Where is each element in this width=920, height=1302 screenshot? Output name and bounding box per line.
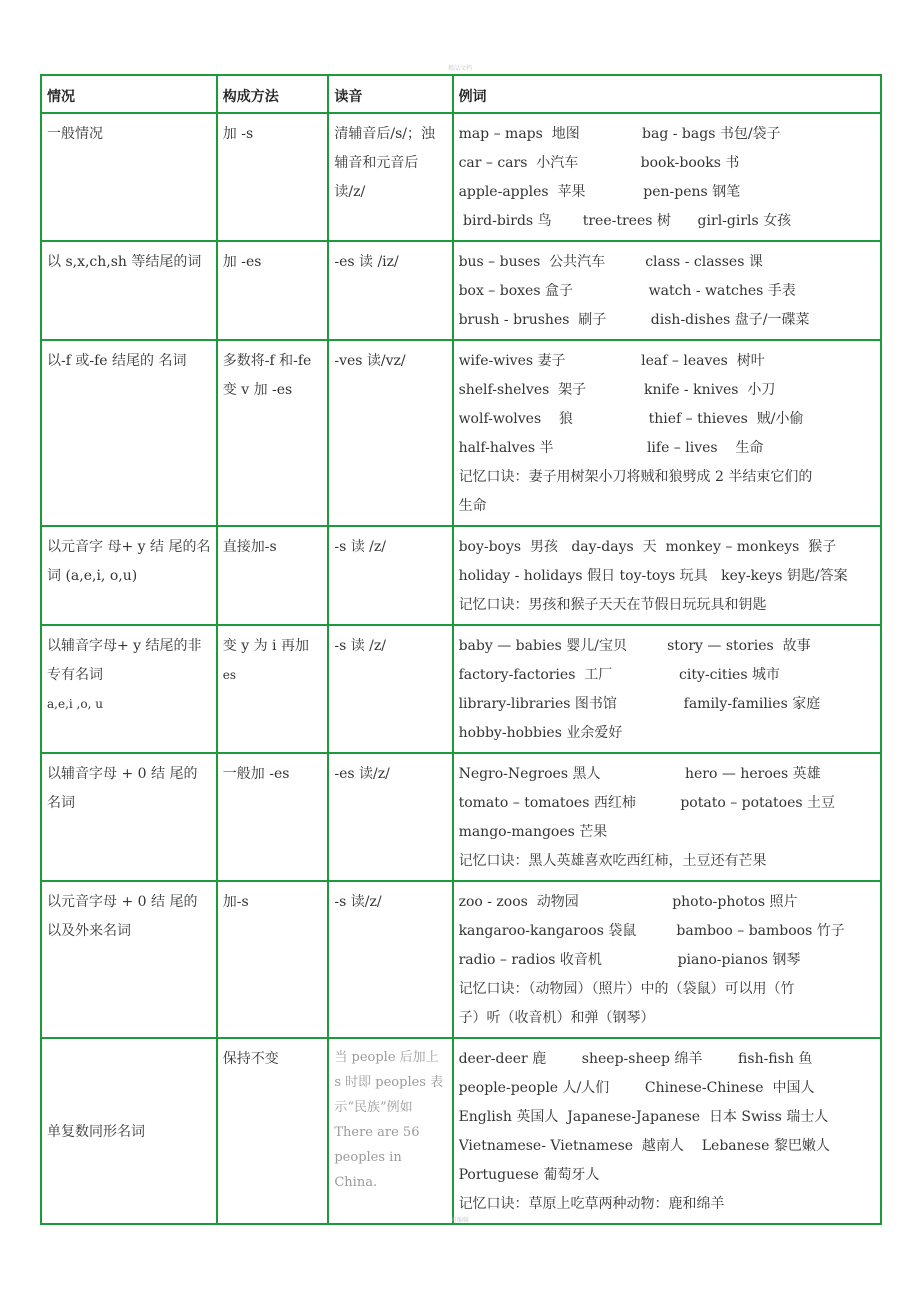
examples-cell [453, 881, 881, 1038]
example-line: kangaroo-kangaroos 袋鼠 bamboo – bamboos 竹子 [458, 923, 845, 939]
header-method: 构成方法 [217, 75, 329, 113]
pronunciation-cell: 清辅音后/s/；浊辅音和元音后读/z/ [328, 113, 452, 241]
method-cell: 一般加 -es [217, 753, 329, 881]
footer-watermark: 可编辑 [450, 1217, 469, 1224]
pronunciation-cell: -s 读 /z/ [328, 625, 452, 753]
mnemonic-line: 记忆口诀：妻子用树架小刀将贼和狼劈成 2 半结束它们的 [458, 469, 813, 485]
example-line: bird-birds 鸟 tree-trees 树 girl-girls 女孩 [458, 213, 792, 229]
example-line: brush - brushes 刷子 dish-dishes 盘子/一碟菜 [458, 312, 810, 328]
example-line: map – maps 地图 bag - bags 书包/袋子 [458, 126, 781, 142]
method-note: es [222, 668, 237, 682]
method-cell: 加-s [217, 881, 329, 1038]
example-line: shelf-shelves 架子 knife - knives 小刀 [458, 382, 776, 398]
example-line: half-halves 半 life – lives 生命 [458, 440, 764, 456]
mnemonic-line: 记忆口诀：草原上吃草两种动物：鹿和绵羊 [458, 1196, 725, 1212]
table-header-row [41, 75, 881, 113]
example-line: Portuguese 葡萄牙人 [458, 1167, 600, 1183]
examples-cell [453, 753, 881, 881]
examples-cell [453, 625, 881, 753]
example-line: car – cars 小汽车 book-books 书 [458, 155, 740, 171]
example-line: box – boxes 盒子 watch - watches 手表 [458, 283, 796, 299]
method-cell: 直接加-s [217, 526, 329, 625]
pronunciation-cell: -s 读/z/ [328, 881, 452, 1038]
table-row [41, 881, 881, 1038]
pronunciation-cell: -ves 读/vz/ [328, 340, 452, 526]
mnemonic-line: 记忆口诀：男孩和猴子天天在节假日玩玩具和钥匙 [458, 597, 767, 613]
example-line: apple-apples 苹果 pen-pens 钢笔 [458, 184, 741, 200]
situation-text: 以辅音字母+ y 结尾的非专有名词 [47, 638, 202, 683]
situation-cell: 以辅音字母 + 0 结 尾的名词 [41, 753, 217, 881]
header-situation: 情况 [41, 75, 217, 113]
examples-cell [453, 340, 881, 526]
table-row [41, 753, 881, 881]
situation-cell [41, 625, 217, 753]
examples-cell [453, 241, 881, 340]
example-line: tomato – tomatoes 西红柿 potato – potatoes 土豆 [458, 795, 836, 811]
situation-cell: 以元音字 母+ y 结 尾的名词 (a,e,i, o,u) [41, 526, 217, 625]
examples-cell [453, 1038, 881, 1224]
mnemonic-line: 子）听（收音机）和弹（钢琴） [458, 1010, 655, 1026]
example-line: radio – radios 收音机 piano-pianos 钢琴 [458, 952, 801, 968]
example-line: factory-factories 工厂 city-cities 城市 [458, 667, 780, 683]
mnemonic-line: 记忆口诀：黑人英雄喜欢吃西红柿，土豆还有芒果 [458, 853, 767, 869]
method-cell: 多数将-f 和-fe 变 v 加 -es [217, 340, 329, 526]
situation-cell: 以-f 或-fe 结尾的 名词 [41, 340, 217, 526]
method-cell: 保持不变 [217, 1038, 329, 1224]
table-row [41, 113, 881, 241]
example-line: zoo - zoos 动物园 photo-photos 照片 [458, 894, 798, 910]
table-row [41, 340, 881, 526]
pronunciation-cell: 当 people 后加上 s 时即 peoples 表示“民族”例如 There are 56 peoples in China. [328, 1038, 452, 1224]
example-line: hobby-hobbies 业余爱好 [458, 725, 623, 741]
situation-note: a,e,i ,o, u [47, 697, 103, 711]
example-line: wife-wives 妻子 leaf – leaves 树叶 [458, 353, 765, 369]
pronunciation-cell: -s 读 /z/ [328, 526, 452, 625]
table-row [41, 241, 881, 340]
example-line: wolf-wolves 狼 thief – thieves 贼/小偷 [458, 411, 804, 427]
table-row [41, 1038, 881, 1224]
example-line: people-people 人/人们 Chinese-Chinese 中国人 [458, 1080, 815, 1096]
method-cell: 加 -es [217, 241, 329, 340]
situation-cell: 以 s,x,ch,sh 等结尾的词 [41, 241, 217, 340]
example-line: Negro-Negroes 黑人 hero — heroes 英雄 [458, 766, 821, 782]
table-row [41, 625, 881, 753]
method-cell [217, 625, 329, 753]
example-line: library-libraries 图书馆 family-families 家庭 [458, 696, 821, 712]
examples-cell [453, 526, 881, 625]
example-line: Vietnamese- Vietnamese 越南人 Lebanese 黎巴嫩人 [458, 1138, 830, 1154]
example-line: baby — babies 婴儿/宝贝 story — stories 故事 [458, 638, 811, 654]
mnemonic-line: 记忆口诀：（动物园）（照片）中的（袋鼠）可以用（竹 [458, 981, 795, 997]
method-cell: 加 -s [217, 113, 329, 241]
pronunciation-cell: -es 读/z/ [328, 753, 452, 881]
situation-cell: 一般情况 [41, 113, 217, 241]
header-watermark: 精品文档 [447, 65, 472, 72]
example-line: mango-mangoes 芒果 [458, 824, 608, 840]
example-line: boy-boys 男孩 day-days 天 monkey – monkeys 猴子 [458, 539, 837, 555]
header-pronunciation: 读音 [328, 75, 452, 113]
header-examples: 例词 [453, 75, 881, 113]
example-line: holiday - holidays 假日 toy-toys 玩具 key-keys 钥匙/答案 [458, 568, 848, 584]
example-line: English 英国人 Japanese-Japanese 日本 Swiss 瑞士人 [458, 1109, 829, 1125]
mnemonic-line: 生命 [458, 498, 487, 514]
examples-cell [453, 113, 881, 241]
pronunciation-cell: -es 读 /iz/ [328, 241, 452, 340]
plural-rules-table [40, 74, 882, 1225]
situation-cell: 单复数同形名词 [41, 1038, 217, 1224]
example-line: bus – buses 公共汽车 class - classes 课 [458, 254, 763, 270]
example-line: deer-deer 鹿 sheep-sheep 绵羊 fish-fish 鱼 [458, 1051, 813, 1067]
situation-cell: 以元音字母 + 0 结 尾的以及外来名词 [41, 881, 217, 1038]
method-text: 变 y 为 i 再加 [222, 638, 309, 654]
table-row [41, 526, 881, 625]
